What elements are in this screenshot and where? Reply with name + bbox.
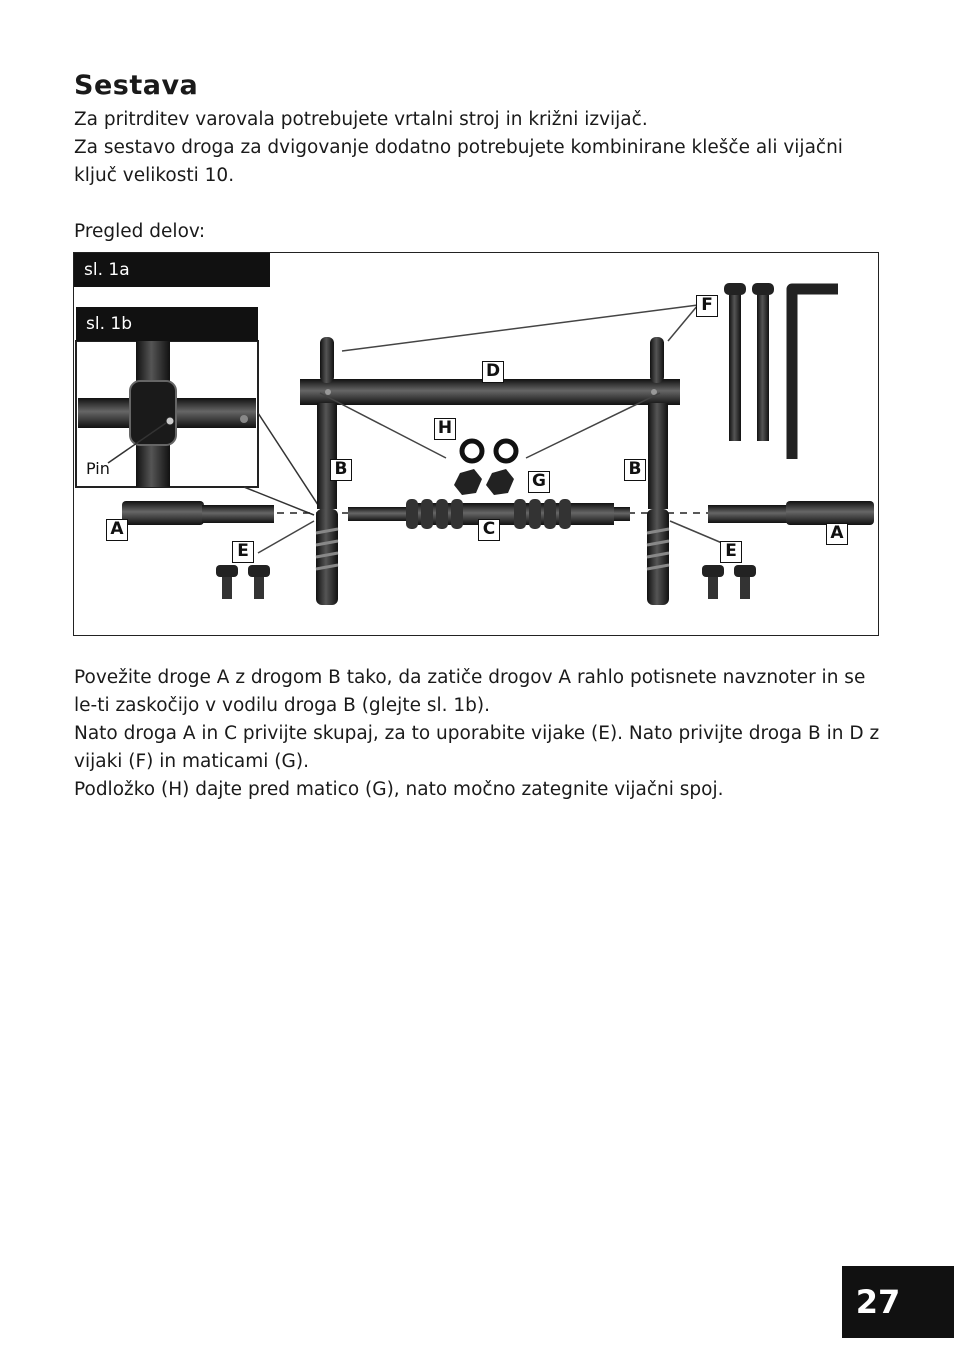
part-label-e-right: E bbox=[720, 541, 742, 563]
instruction-paragraph-1: Povežite droge A z drogom B tako, da zatiče drogov A rahlo potisnete navznoter in se le-ti zaskočijo v vodilu droga B (glejte sl. 1b). bbox=[74, 667, 866, 716]
part-label-g: G bbox=[528, 471, 550, 493]
washers-h bbox=[462, 441, 516, 461]
part-label-d: D bbox=[482, 361, 504, 383]
instruction-paragraph-3: Podložko (H) dajte pred matico (G), nato močno zategnite vijačni spoj. bbox=[74, 779, 724, 800]
part-label-c: C bbox=[478, 519, 500, 541]
bar-b-right bbox=[647, 337, 669, 605]
figure-label-1b: sl. 1b bbox=[76, 307, 258, 341]
screws-e-left bbox=[216, 565, 270, 599]
section-heading: Sestava bbox=[74, 70, 199, 101]
instruction-paragraph-2: Nato droga A in C privijte skupaj, za to uporabite vijake (E). Nato privijte droga B in D z vijaki (F) in maticami (G). bbox=[74, 723, 880, 772]
part-label-a-right: A bbox=[826, 523, 848, 545]
part-label-e-left: E bbox=[232, 541, 254, 563]
part-label-b-right: B bbox=[624, 459, 646, 481]
nuts-g bbox=[454, 469, 514, 495]
part-label-h: H bbox=[434, 418, 456, 440]
pin-label: Pin bbox=[86, 459, 110, 478]
bar-a-left bbox=[122, 501, 274, 525]
assembly-figure bbox=[73, 252, 879, 636]
part-label-b-left: B bbox=[330, 459, 352, 481]
screws-e-right bbox=[702, 565, 756, 599]
page-number: 27 bbox=[842, 1266, 954, 1338]
part-label-f: F bbox=[696, 295, 718, 317]
bar-a-right bbox=[708, 501, 874, 525]
intro-paragraph-1: Za pritrditev varovala potrebujete vrtalni stroj in križni izvijač. bbox=[74, 109, 648, 130]
intro-paragraph-2: Za sestavo droga za dvigovanje dodatno potrebujete kombinirane klešče ali vijačni ključ velikosti 10. bbox=[74, 137, 843, 186]
part-label-a-left: A bbox=[106, 519, 128, 541]
parts-overview-label: Pregled delov: bbox=[74, 221, 206, 242]
figure-label-1a: sl. 1a bbox=[74, 253, 270, 287]
screws-f bbox=[724, 283, 838, 459]
